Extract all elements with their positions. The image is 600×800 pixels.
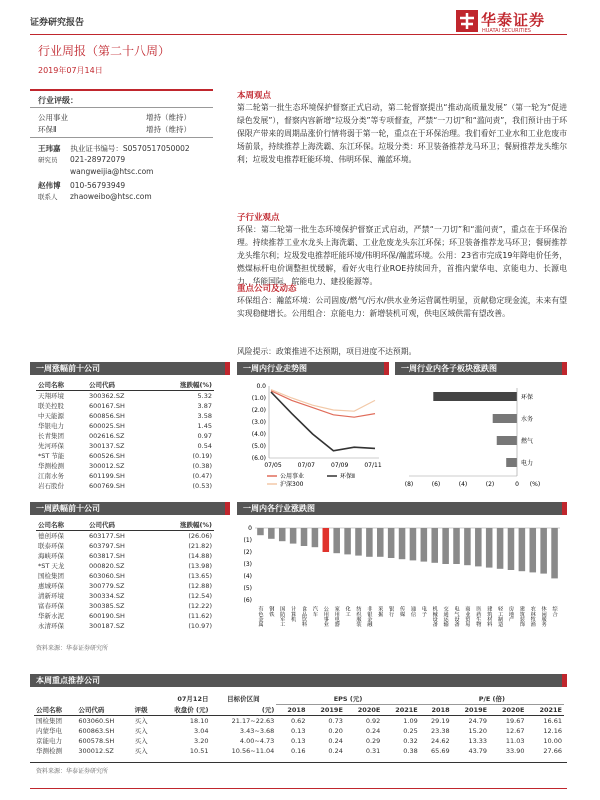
industry-bar xyxy=(323,528,330,552)
x-tick-label: (8) xyxy=(404,481,414,488)
industry-label: 电气设备 xyxy=(453,606,460,627)
loser-row: 清新环境 300334.SZ (12.54) xyxy=(38,592,212,600)
y-tick-label: 0.0 xyxy=(256,383,266,390)
industry-bar xyxy=(333,528,340,553)
gainer-row: 岩石股份 600769.SH (0.53) xyxy=(38,482,212,490)
loser-row: 国检集团 603060.SH (13.65) xyxy=(38,572,212,580)
page-title: 行业周报（第二十八周） xyxy=(38,44,171,58)
loser-row: 富春环保 300385.SZ (12.22) xyxy=(38,602,212,610)
loser-row: *ST 天龙 000820.SZ (13.98) xyxy=(38,562,212,570)
industry-bar xyxy=(464,528,471,565)
x-tick-label: 07/07 xyxy=(297,462,315,469)
sub-bar xyxy=(506,458,517,467)
industry-label: 计算机 xyxy=(290,606,297,622)
industry-bar xyxy=(344,528,351,554)
y-tick-label: (3.0) xyxy=(251,419,266,426)
industry-label: 家用电器 xyxy=(333,606,340,627)
y-tick-label: (5.0) xyxy=(251,443,266,450)
analyst-card: 赵伟博 010-56793949 联系人 zhaoweibo@htsc.com xyxy=(38,181,152,201)
gainer-row: *ST 节能 600526.SH (0.19) xyxy=(38,452,212,460)
industry-bar xyxy=(431,528,438,563)
y-tick-label: (4) xyxy=(243,573,252,580)
sub-bar-label: 燃气 xyxy=(521,438,534,445)
y-tick-label: 0 xyxy=(248,525,252,532)
industry-label: 国防军工 xyxy=(279,606,286,627)
brand-en: HUATAI SECURITIES xyxy=(482,28,531,34)
industry-bar xyxy=(508,528,515,570)
y-tick-label: (5) xyxy=(243,585,252,592)
industry-bar xyxy=(551,528,558,578)
rating-title: 行业评级： xyxy=(38,96,78,105)
loser-row: 联泰环保 603797.SH (21.82) xyxy=(38,542,212,550)
industry-label: 电子 xyxy=(420,606,427,617)
industry-label: 通信 xyxy=(409,606,416,617)
sub-bar xyxy=(497,436,517,445)
industry-bar xyxy=(312,528,319,547)
gainer-row: 华银电力 600025.SH 1.45 xyxy=(38,422,212,430)
industry-bar xyxy=(519,528,526,571)
industry-bar xyxy=(377,528,384,557)
industry-bar xyxy=(399,528,406,559)
industry-label: 汽车 xyxy=(311,606,318,617)
industry-label: 传媒 xyxy=(399,606,406,617)
industry-bar xyxy=(410,528,417,560)
trend-chart xyxy=(237,378,392,498)
industry-bar xyxy=(355,528,362,556)
industry-bar xyxy=(301,528,308,546)
x-tick-label: (6) xyxy=(431,481,441,488)
rating-row: 环保Ⅱ 增持（维持） xyxy=(38,125,191,134)
industry-bar xyxy=(497,528,504,569)
recommend-row: 内蒙华电 600863.SH 买入 3.04 3.43~3.68 0.13 0.20 0.24 0.25 23.38 15.20 12.67 12.16 xyxy=(36,727,562,735)
series-line xyxy=(271,391,375,417)
report-type: 证券研究报告 xyxy=(30,18,85,28)
x-tick-label: 07/09 xyxy=(331,462,349,469)
industry-bar xyxy=(268,528,275,539)
gainers-table: 公司名称 公司代码 涨跌幅(%) 天翔环境 300362.SZ 5.32 联美控股 600167.SH 3.87 中天能源 600856.SH 3.58 华银电力 600025.SH 1.45 长青集团 002616.SZ 0.97 先河环保 300137.SZ 0.54 *ST 节能 600526.SH (0.19) 华测检测 300012.SZ (0.38) 江南水务 601199.SH (0.47) 岩石股份 600769.SH (0.53) xyxy=(38,381,212,490)
gainers-title: 一周涨幅前十公司 xyxy=(30,362,230,375)
y-tick-label: (1.0) xyxy=(251,395,266,402)
recommend-row: 华测检测 300012.SZ 买入 10.51 10.56~11.04 0.16 0.24 0.31 0.38 65.69 43.79 33.90 27.66 xyxy=(36,747,562,755)
legend-label: 公用事业 xyxy=(280,473,305,480)
brand-cn: 华泰证券 xyxy=(481,11,546,29)
industry-label: 非银金融 xyxy=(366,606,373,627)
x-tick-label: 07/11 xyxy=(364,462,382,469)
y-tick-label: (1) xyxy=(243,537,252,544)
industry-bar xyxy=(388,528,395,558)
losers-table: 公司名称 公司代码 涨跌幅(%) 德创环保 603177.SH (26.06) 联泰环保 603797.SH (21.82) 海峡环保 603817.SH (14.88) *ST 天龙 000820.SZ (13.98) 国检集团 603060.SH (13.65) 惠城环保 300779.SZ (12.88) 清新环境 300334.SZ (12.54) 富春环保 300385.SZ (12.22) 华新水泥 600190.SH (11.62) 永清环保 300187.SZ (10.97) xyxy=(38,521,212,630)
sub-bar xyxy=(493,414,517,423)
loser-row: 永清环保 300187.SZ (10.97) xyxy=(38,622,212,630)
sub-bar xyxy=(433,392,517,401)
report-date: 2019年07月14日 xyxy=(38,66,103,75)
loser-row: 德创环保 603177.SH (26.06) xyxy=(38,532,212,540)
x-tick-label: 0 xyxy=(515,481,519,488)
industry-label: 交通运输 xyxy=(442,606,449,627)
section-weekly-view: 本周观点 第二轮第一批生态环境保护督察正式启动，第二轮督察提出“推动高质量发展”（第一轮为“促进绿色发展”），督察内容新增“垃圾分类”等专项督查，严禁“一刀切”和“滥问责”，我们预计由于环保限产带来的周期品涨价行情将弱于第一轮，重点在于环保治理。我们看好工业水和工业危废市场前景，持续推荐上海洗霸、东江环保。垃圾分类：环卫装备推荐龙马环卫；餐厨推荐龙头维尔利；垃圾发电推荐旺能环境、伟明环保、瀚蓝环境。 xyxy=(237,91,567,164)
analyst-name: 赵伟博 xyxy=(38,181,61,190)
industry-bar xyxy=(421,528,428,562)
y-tick-label: (2.0) xyxy=(251,407,266,414)
industry-label: 医药生物 xyxy=(475,606,482,627)
industry-label: 机械设备 xyxy=(431,606,438,627)
industry-label: 农林牧渔 xyxy=(529,606,536,627)
gainer-row: 华测检测 300012.SZ (0.38) xyxy=(38,462,212,470)
sub-bar-label: 环保 xyxy=(521,394,534,401)
gainer-row: 联美控股 600167.SH 3.87 xyxy=(38,402,212,410)
recommend-table: 07月12日 目标价区间 EPS (元) P/E (倍) 公司名称 公司代码 评级 收盘价 (元) (元) 2018 2019E 2020E 2021E 2018 2019E 2020E 2021E 国检集团 603060.SH 买入 18.10 21.17~22.63 0.62 0.73 0.92 1.09 29.19 24.79 19.67 16.61 内蒙华电 600863.SH 买入 3.04 3.43~3.68 0.13 0.20 0.24 0.25 23.38 15.20 12.67 12.16 京能电力 600578.SH 买入 3.20 4.00~4.73 0.13 0.24 0.29 0.32 24.62 13.33 11.03 10.00 华测检测 300012.SZ 买入 10.51 10.56~11.04 0.16 0.24 0.31 0.38 65.69 43.79 33.90 27.66 xyxy=(36,695,562,755)
analyst-email[interactable]: wangweijia@htsc.com xyxy=(70,167,154,176)
risk-note: 风险提示：政策推进不达预期，项目进度不达预期。 xyxy=(237,347,417,356)
industry-bar xyxy=(475,528,482,566)
industry-label: 纺织服装 xyxy=(355,606,362,627)
gainer-row: 江南水务 601199.SH (0.47) xyxy=(38,472,212,480)
industry-label: 食品饮料 xyxy=(301,606,308,627)
industry-label: 有色金属 xyxy=(257,606,264,627)
legend-label: 沪深300 xyxy=(280,481,304,488)
x-tick-label: (4) xyxy=(458,481,468,488)
bars-chart-title: 一周内各行业涨跌图 xyxy=(237,502,562,515)
analyst-name: 王玮嘉 xyxy=(38,144,61,153)
industry-label: 建筑装饰 xyxy=(518,606,525,627)
industry-bar xyxy=(530,528,537,572)
industry-label: 休闲服务 xyxy=(540,606,547,627)
x-tick-label: 07/05 xyxy=(264,462,282,469)
sub-bar-label: 水务 xyxy=(521,416,534,423)
industry-label: 建筑材料 xyxy=(486,606,493,627)
section-sub-industry: 子行业观点 环保：第二轮第一批生态环境保护督察正式启动，严禁“一刀切”和“滥问责”，重点在于环保治理。持续推荐工业水龙头上海洗霸、工业危废龙头东江环保；环卫装备推荐龙马环卫；餐厨推荐龙头维尔利；垃圾发电推荐旺能环境/伟明环保/瀚蓝环境。公用：23省市完成19年降电价任务，燃煤标杆电价调整担忧缓解，看好火电行业ROE持续回升，首推内蒙华电、京能电力、长源电力、华能国际、皖能电力、建投能源等。 xyxy=(237,213,567,286)
industry-bar xyxy=(486,528,493,568)
legend-label: 环保Ⅱ xyxy=(340,473,355,480)
analyst-card: 王玮嘉 执业证书编号：S0570517050002 研究员 021-28972079 wangweijia@htsc.com xyxy=(38,143,218,177)
y-tick-label: (6) xyxy=(243,597,252,604)
industry-bar xyxy=(366,528,373,557)
industry-label: 公用事业 xyxy=(322,606,329,627)
y-tick-label: (6.0) xyxy=(251,455,266,462)
industry-label: 化工 xyxy=(344,606,351,617)
industry-label: 综合 xyxy=(551,606,558,617)
rating-row: 公用事业 增持（维持） xyxy=(38,113,191,122)
industry-label: 银行 xyxy=(388,606,395,617)
loser-row: 惠城环保 300779.SZ (12.88) xyxy=(38,582,212,590)
gainer-row: 天翔环境 300362.SZ 5.32 xyxy=(38,392,212,400)
industry-chart-title: 一周行业内各子板块涨跌图 xyxy=(395,362,567,375)
industry-bar xyxy=(442,528,449,564)
gainer-row: 长青集团 002616.SZ 0.97 xyxy=(38,432,212,440)
source-note-bottom: 资料来源：华泰证券研究所 xyxy=(36,768,109,775)
x-tick-label: (2) xyxy=(485,481,495,488)
industry-label: 采掘 xyxy=(377,606,384,617)
losers-title: 一周跌幅前十公司 xyxy=(30,502,230,515)
sub-bar-label: 电力 xyxy=(521,460,534,467)
industry-label: 钢铁 xyxy=(268,606,275,617)
industry-bar xyxy=(290,528,297,544)
y-tick-label: (4.0) xyxy=(251,431,266,438)
series-line xyxy=(271,392,375,451)
industry-label: 商业贸易 xyxy=(464,606,471,627)
recommend-row: 京能电力 600578.SH 买入 3.20 4.00~4.73 0.13 0.24 0.29 0.32 24.62 13.33 11.03 10.00 xyxy=(36,737,562,745)
loser-row: 海峡环保 603817.SH (14.88) xyxy=(38,552,212,560)
industry-label: 房地产 xyxy=(507,606,514,622)
unit-label: (%) xyxy=(529,481,541,488)
recommend-row: 国检集团 603060.SH 买入 18.10 21.17~22.63 0.62 0.73 0.92 1.09 29.19 24.79 19.67 16.61 xyxy=(36,717,562,725)
sub-sector-chart xyxy=(395,378,567,498)
y-tick-label: (3) xyxy=(243,561,252,568)
source-note: 资料来源：华泰证券研究所 xyxy=(36,645,109,652)
brand-mark-icon xyxy=(456,10,478,32)
industry-bar xyxy=(279,528,286,541)
analyst-email[interactable]: zhaoweibo@htsc.com xyxy=(70,192,152,201)
y-tick-label: (2) xyxy=(243,549,252,556)
industry-bars-chart xyxy=(237,518,567,663)
loser-row: 华新水泥 600190.SH (11.62) xyxy=(38,612,212,620)
industry-bar xyxy=(257,528,264,535)
section-key-companies: 重点公司及动态 环保组合：瀚蓝环境：公司固废/燃气/污水/供水业务运营属性明显，贡献稳定现金流，未来有望实现稳健增长。公用组合：京能电力：新增装机可观，供电区域供需有望改善。 xyxy=(237,284,567,318)
industry-label: 轻工制造 xyxy=(497,606,504,627)
gainer-row: 先河环保 300137.SZ 0.54 xyxy=(38,442,212,450)
gainer-row: 中天能源 600856.SH 3.58 xyxy=(38,412,212,420)
trend-chart-title: 一周内行业走势图 xyxy=(237,362,389,375)
industry-bar xyxy=(540,528,547,574)
industry-bar xyxy=(453,528,460,564)
recommend-title: 本周重点推荐公司 xyxy=(30,674,562,687)
